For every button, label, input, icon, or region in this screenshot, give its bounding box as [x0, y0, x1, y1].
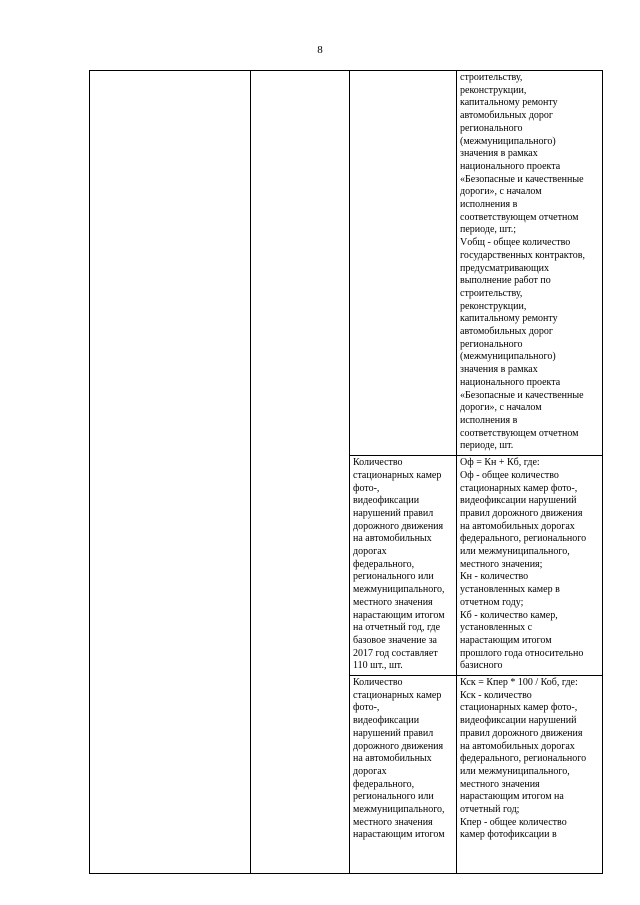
table-row: [90, 71, 603, 456]
formula-text: строительству, реконструкции, капитальному ремонту автомобильных дорог регионального (межмуниципального) значения в рамках национального проекта «Безопасные и качественные дороги», с началом исполнения в соответствующем отчетном периоде, шт.; Vобщ - общее количество государственных контрактов, предусматривающих выполнение работ по строительству, реконструкции, капитальному ремонту автомобильных дорог регионального (межмуниципального) значения в рамках национального проекта «Безопасные и качественные дороги», с началом исполнения в соответствующем отчетном периоде, шт.: [460, 72, 585, 452]
indicator-text: Количество стационарных камер фото-, видеофиксации нарушений правил дорожного движения на автомобильных дорогах федерального, регионального или межмуниципального, местного значения нарастающим итогом на отчетный год, где базовое значение за 2017 год составляет 110 шт., шт.: [353, 457, 445, 672]
indicator-text: Количество стационарных камер фото-, видеофиксации нарушений правил дорожного движения на автомобильных дорогах федерального, регионального или межмуниципального, местного значения нарастающим итогом: [353, 677, 445, 841]
cell-unit: [251, 71, 350, 874]
cell-formula: [457, 456, 603, 676]
indicators-table: [89, 70, 603, 874]
cell-indicator: [350, 71, 457, 456]
cell-formula: [457, 71, 603, 456]
formula-text: Кск = Кпер * 100 / Коб, где: Кск - количество стационарных камер фото-, видеофиксации нарушений правил дорожного движения на автомобильных дорогах федерального, регионального или межмуниципального, местного значения нарастающим итогом на отчетный год; Кпер - общее количество камер фотофиксации в: [460, 677, 587, 841]
page-number: 8: [317, 44, 323, 56]
formula-text: Оф = Кн + Кб, где: Оф - общее количество стационарных камер фото-, видеофиксации нарушений правил дорожного движения на автомобильных дорогах федерального, регионального или межмуниципального, местного значения; Кн - количество установленных камер в отчетном году; Кб - количество камер, установленных с нарастающим итогом прошлого года относительно базисного: [460, 457, 587, 672]
cell-program-name: [90, 71, 251, 874]
cell-indicator: [350, 676, 457, 874]
cell-formula: [457, 676, 603, 874]
cell-indicator: [350, 456, 457, 676]
